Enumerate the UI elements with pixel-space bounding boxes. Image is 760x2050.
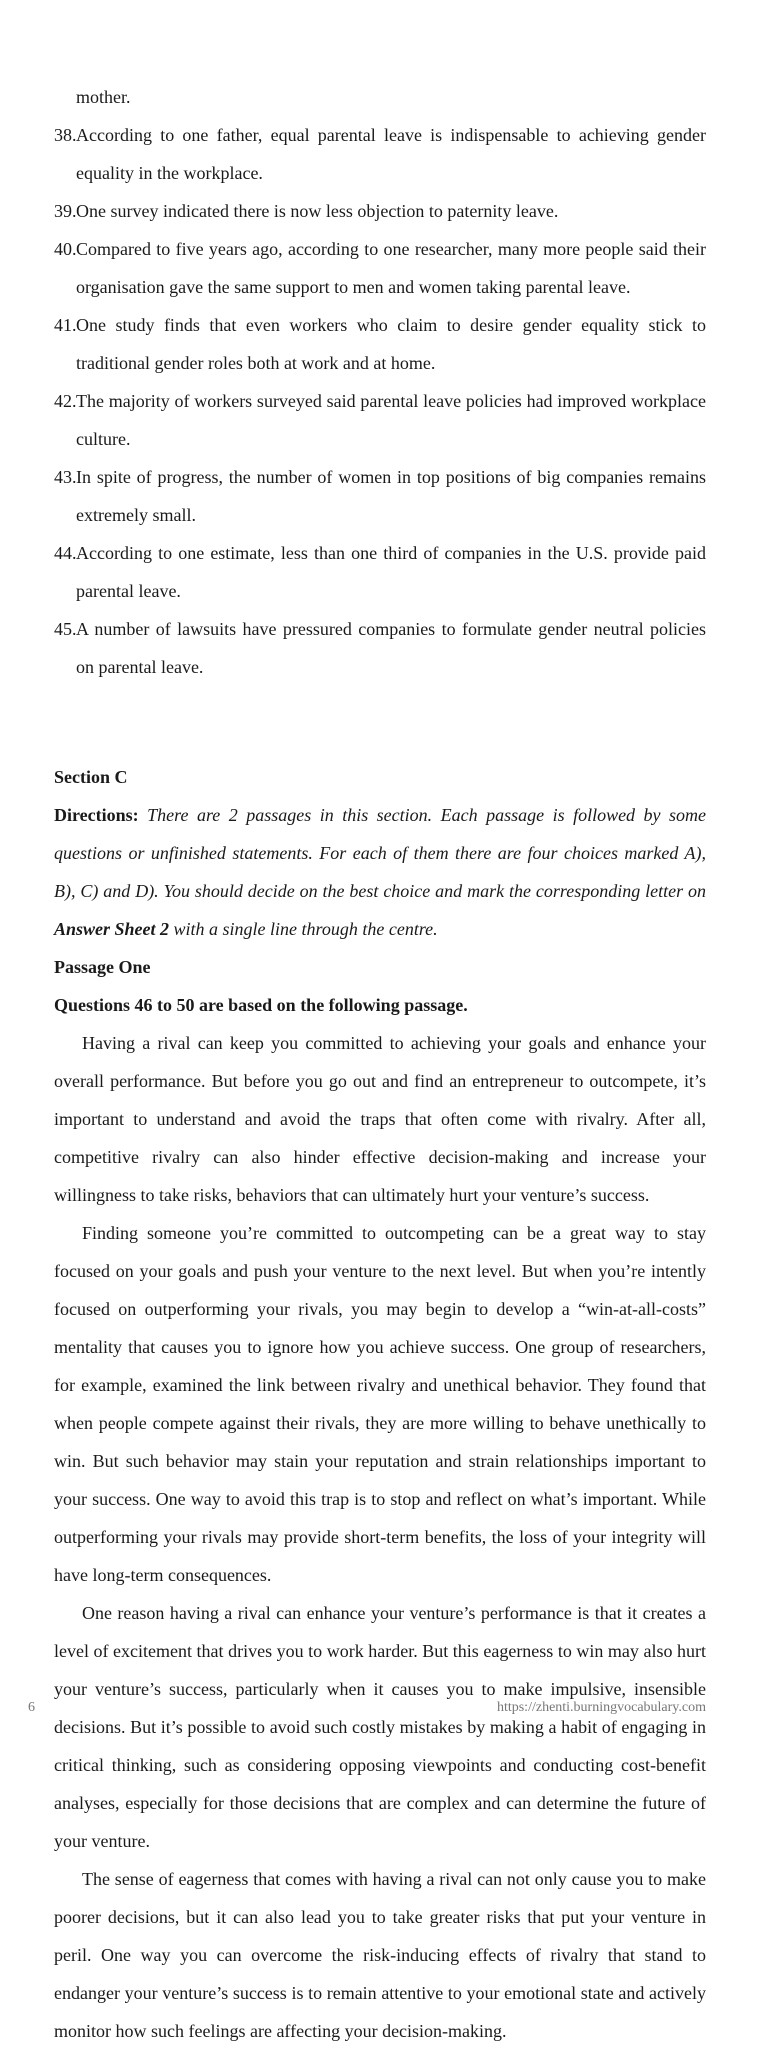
statement-text: The majority of workers surveyed said parental leave policies had improved workplace culture. — [76, 391, 706, 449]
statement-text: One survey indicated there is now less objection to paternity leave. — [76, 201, 559, 221]
directions-label: Directions: — [54, 805, 139, 825]
statement-item — [54, 306, 706, 382]
passage-paragraph: Finding someone you’re committed to outcompeting can be a great way to stay focused on your goals and push your venture to the next level. But when you’re intently focused on outperforming your rivals, you may begin to develop a “win-at-all-costs” mentality that causes you to ignore how you achieve success. One group of researchers, for example, examined the link between rivalry and unethical behavior. They found that when people compete against their rivals, they are more willing to behave unethically to win. But such behavior may stain your reputation and strain relationships important to your success. One way to avoid this trap is to stop and reflect on what’s important. While outperforming your rivals may provide short-term benefits, the loss of your integrity will have long-term consequences. — [54, 1223, 706, 1585]
directions — [54, 796, 706, 948]
directions-text: There are 2 passages in this section. Each passage is followed by some questions or unfinished statements. For each of them there are four choices marked A), B), C) and D). You should decide on the best choice and mark the corresponding letter on — [54, 805, 707, 901]
section-c — [54, 758, 706, 948]
questions-heading: Questions 46 to 50 are based on the following passage. — [54, 995, 468, 1015]
statement-item — [54, 458, 706, 534]
statement-number: 43. — [54, 467, 77, 487]
statement-item — [54, 230, 706, 306]
passage-title: Passage One — [54, 957, 151, 977]
statement-text: A number of lawsuits have pressured companies to formulate gender neutral policies on parental leave. — [76, 619, 706, 677]
statement-number: 44. — [54, 543, 77, 563]
statement-item — [54, 610, 706, 686]
statement-number: 42. — [54, 391, 77, 411]
passage-paragraph: The sense of eagerness that comes with having a rival can not only cause you to make poorer decisions, but it can also lead you to take greater risks that put your venture in peril. One way you can overcome the risk-inducing effects of rivalry that stand to endanger your venture’s success is to remain attentive to your emotional state and actively monitor how such feelings are affecting your decision-making. — [54, 1869, 706, 2041]
answer-sheet-label: Answer Sheet 2 — [54, 919, 170, 939]
page-number: 6 — [28, 1700, 35, 1715]
statement-text: According to one estimate, less than one third of companies in the U.S. provide paid parental leave. — [76, 543, 706, 601]
directions-tail: with a single line through the centre. — [173, 919, 438, 939]
statement-number: 38. — [54, 125, 77, 145]
statement-number: 41. — [54, 315, 77, 335]
statement-text: In spite of progress, the number of women in top positions of big companies remains extremely small. — [76, 467, 706, 525]
statement-item — [54, 534, 706, 610]
continuation-text: mother. — [76, 87, 131, 107]
statement-number: 40. — [54, 239, 77, 259]
statement-item — [54, 116, 706, 192]
passage-paragraph: One reason having a rival can enhance your venture’s performance is that it creates a level of excitement that drives you to work harder. But this eagerness to win may also hurt your venture’s success, particularly when it causes you to make impulsive, insensible decisions. But it’s possible to avoid such costly mistakes by making a habit of engaging in critical thinking, such as considering opposing viewpoints and conducting cost-benefit analyses, especially for those decisions that are complex and can determine the future of your venture. — [54, 1603, 706, 1851]
statement-text: According to one father, equal parental leave is indispensable to achieving gender equality in the workplace. — [76, 125, 706, 183]
section-title: Section C — [54, 767, 128, 787]
statement-number: 39. — [54, 201, 77, 221]
passage-body — [54, 1024, 706, 2050]
statement-list — [54, 116, 706, 686]
passage-paragraph: Having a rival can keep you committed to achieving your goals and enhance your overall performance. But before you go out and find an entrepreneur to outcompete, it’s important to understand and avoid the traps that often come with rivalry. After all, competitive rivalry can also hinder effective decision-making and increase your willingness to take risks, behaviors that can ultimately hurt your venture’s success. — [54, 1033, 706, 1205]
statement-item — [54, 382, 706, 458]
source-url: https://zhenti.burningvocabulary.com — [496, 1700, 706, 1715]
page-content — [54, 78, 706, 2050]
statement-number: 45. — [54, 619, 77, 639]
statement-text: One study finds that even workers who claim to desire gender equality stick to traditional gender roles both at work and at home. — [76, 315, 706, 373]
statement-text: Compared to five years ago, according to one researcher, many more people said their organisation gave the same support to men and women taking parental leave. — [76, 239, 706, 297]
statement-item — [54, 192, 706, 230]
